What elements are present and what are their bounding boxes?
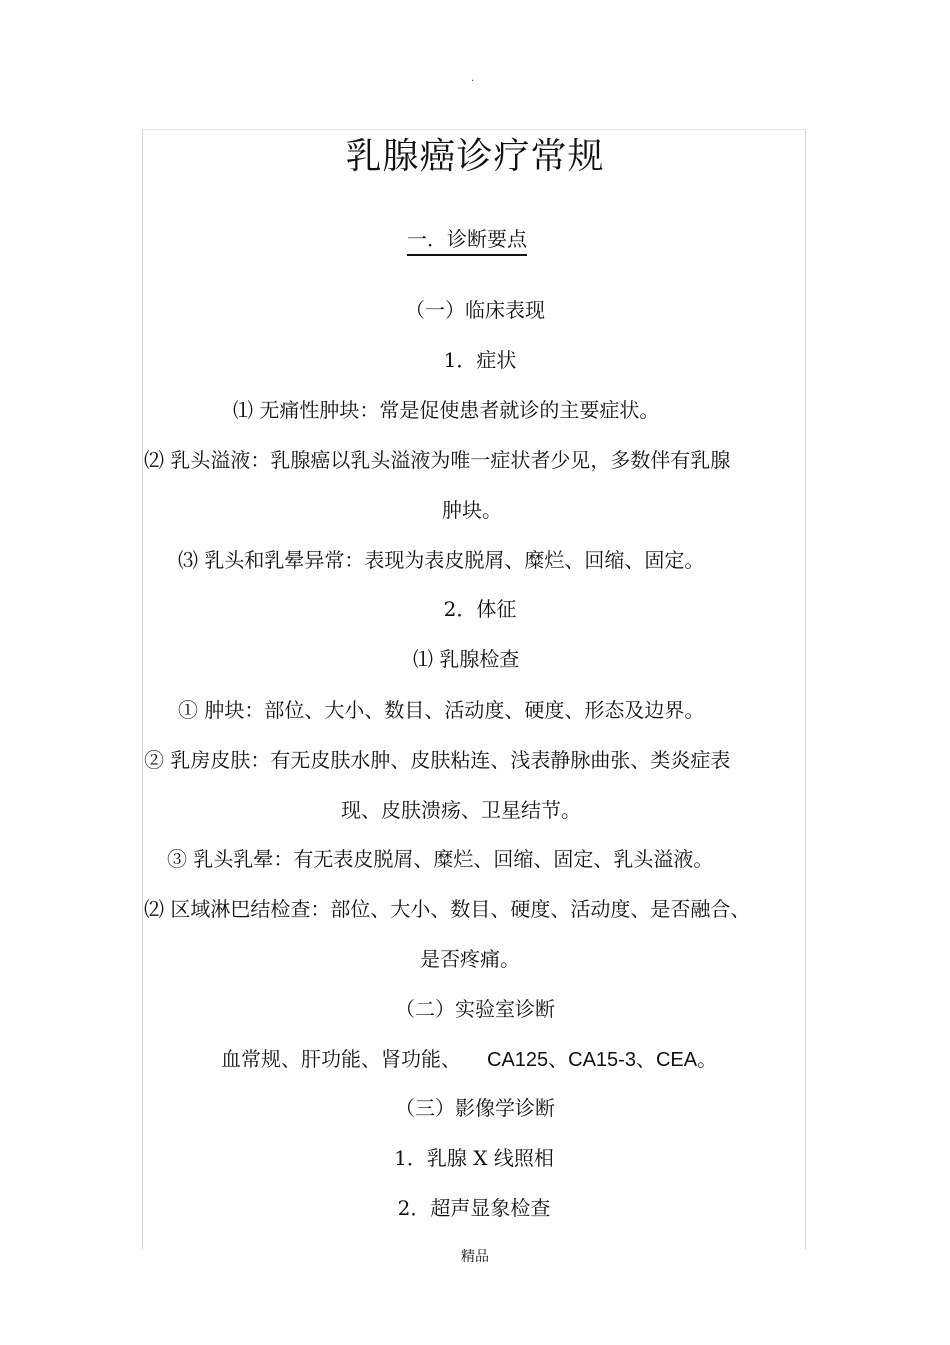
- symptoms-heading: 1．症状: [443, 348, 517, 372]
- page-footer: 精品: [461, 1249, 489, 1265]
- top-page-mark: .: [471, 73, 475, 84]
- clinical-heading: （一）临床表现: [405, 298, 545, 322]
- symptom-3: ⑶ 乳头和乳晕异常：表现为表皮脱屑、糜烂、回缩、固定。: [178, 548, 705, 572]
- lab-heading: （二）实验室诊断: [395, 997, 555, 1021]
- exam-2-line-1: ② 乳房皮肤：有无皮肤水肿、皮肤粘连、浅表静脉曲张、类炎症表: [144, 748, 731, 772]
- diagnosis-heading: 一．诊断要点: [407, 226, 527, 256]
- breast-exam-heading: ⑴ 乳腺检查: [413, 647, 520, 671]
- signs-heading: 2．体征: [443, 597, 517, 621]
- lymph-exam-line-1: ⑵ 区域淋巴结检查：部位、大小、数目、硬度、活动度、是否融合、: [144, 897, 751, 921]
- exam-1: ① 肿块：部位、大小、数目、活动度、硬度、形态及边界。: [178, 698, 705, 722]
- symptom-2-line-1: ⑵ 乳头溢液：乳腺癌以乳头溢液为唯一症状者少见，多数伴有乳腺: [144, 448, 731, 472]
- exam-2-line-2: 现、皮肤溃疡、卫星结节。: [341, 798, 581, 822]
- lymph-exam-line-2: 是否疼痛。: [420, 947, 520, 971]
- lab-items: [221, 1045, 717, 1074]
- imaging-heading: （三）影像学诊断: [395, 1096, 555, 1120]
- lab-items-cn: 血常规、肝功能、肾功能、: [221, 1047, 461, 1071]
- imaging-item-1: 1．乳腺 X 线照相: [394, 1146, 554, 1170]
- exam-3: ③ 乳头乳晕：有无表皮脱屑、糜烂、回缩、固定、乳头溢液。: [167, 847, 714, 871]
- lab-items-markers: CA125、CA15-3、CEA。: [487, 1049, 718, 1071]
- imaging-item-2: 2．超声显象检查: [397, 1196, 551, 1220]
- symptom-2-line-2: 肿块。: [442, 498, 502, 522]
- symptom-1: ⑴ 无痛性肿块：常是促使患者就诊的主要症状。: [233, 398, 660, 422]
- page-title: 乳腺癌诊疗常规: [345, 136, 605, 177]
